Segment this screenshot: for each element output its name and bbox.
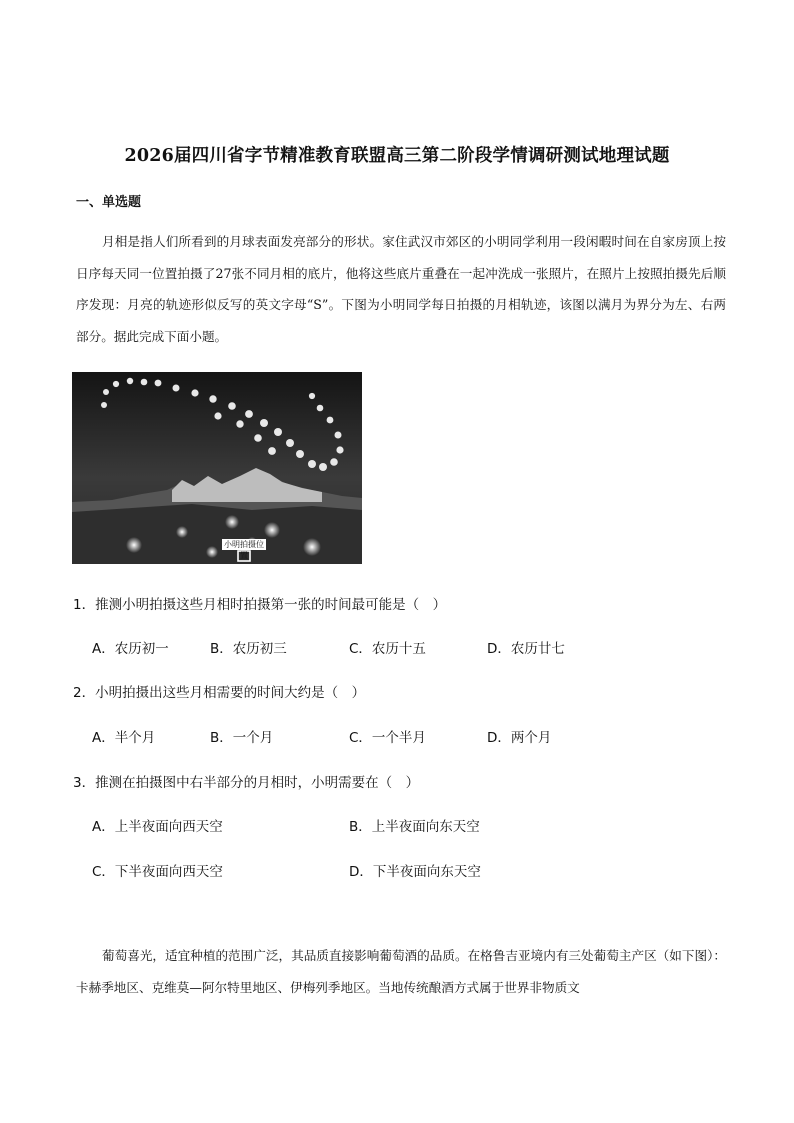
section-heading: 一、单选题 bbox=[76, 195, 142, 210]
question-1-option-c[interactable]: C．农历十五 bbox=[349, 641, 426, 657]
question-3-option-d[interactable]: D．下半夜面向东天空 bbox=[349, 864, 481, 880]
moon-phase-photo bbox=[72, 372, 362, 564]
question-2-option-c[interactable]: C．一个半月 bbox=[349, 730, 426, 746]
passage-grape: 葡萄喜光，适宜种植的范围广泛，其品质直接影响葡萄酒的品质。在格鲁吉亚境内有三处葡萄主产区（如下图）：卡赫季地区、克维莫—阿尔特里地区、伊梅列季地区。当地传统酿酒方式属于世界非物质文 bbox=[76, 948, 726, 995]
question-1-option-b[interactable]: B．农历初三 bbox=[210, 641, 287, 657]
photographer-position-label: 小明拍摄位置 bbox=[224, 540, 264, 560]
question-3-option-a[interactable]: A．上半夜面向西天空 bbox=[92, 819, 223, 835]
question-2-option-d[interactable]: D．两个月 bbox=[487, 730, 552, 746]
question-3-option-b[interactable]: B．上半夜面向东天空 bbox=[349, 819, 480, 835]
question-1-option-a[interactable]: A．农历初一 bbox=[92, 641, 169, 657]
page-title: 2026届四川省字节精准教育联盟高三第二阶段学情调研测试地理试题 bbox=[124, 146, 670, 166]
question-1-option-d[interactable]: D．农历廿七 bbox=[487, 641, 565, 657]
question-2-option-b[interactable]: B．一个月 bbox=[210, 730, 274, 746]
question-2-option-a[interactable]: A．半个月 bbox=[92, 730, 156, 746]
passage-moon-phase: 月相是指人们所看到的月球表面发亮部分的形状。家住武汉市郊区的小明同学利用一段闲暇时间在自家房顶上按日序每天同一位置拍摄了27张不同月相的底片，他将这些底片重叠在一起冲洗成一张照片，在照片上按照拍摄先后顺序发现：月亮的轨迹形似反写的英文字母“S”。下图为小明同学每日拍摄的月相轨迹，该图以满月为界分为左、右两部分。据此完成下面小题。 bbox=[76, 234, 726, 344]
question-1-stem: 1．推测小明拍摄这些月相时拍摄第一张的时间最可能是（ ） bbox=[73, 597, 447, 613]
question-3-option-c[interactable]: C．下半夜面向西天空 bbox=[92, 864, 223, 880]
question-2-stem: 2．小明拍摄出这些月相需要的时间大约是（ ） bbox=[73, 685, 366, 701]
question-3-stem: 3．推测在拍摄图中右半部分的月相时，小明需要在（ ） bbox=[73, 775, 420, 791]
